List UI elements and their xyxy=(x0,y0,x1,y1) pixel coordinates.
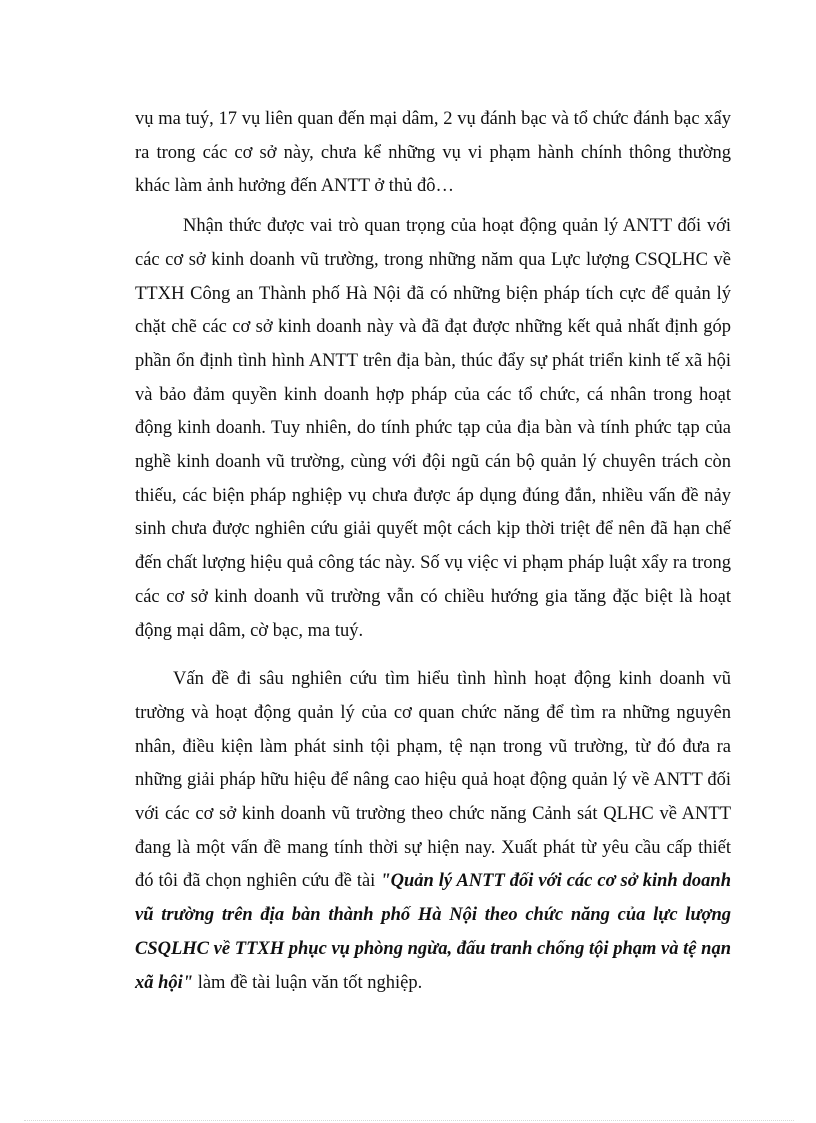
thesis-title: "Quản lý ANTT đối với các cơ sở kinh doanh vũ trường trên địa bàn thành phố Hà Nội theo chức năng của lực lượng CSQLHC về TTXH phục vụ phòng ngừa, đấu tranh chống tội phạm và tệ nạn xã hội" xyxy=(135,871,731,993)
paragraph-1: vụ ma tuý, 17 vụ liên quan đến mại dâm, 2 vụ đánh bạc và tổ chức đánh bạc xẩy ra trong các cơ sở này, chưa kể những vụ vi phạm hành chính thông thường khác làm ảnh hưởng đến ANTT ở thủ đô… xyxy=(135,109,731,197)
paragraph-2: Nhận thức được vai trò quan trọng của hoạt động quản lý ANTT đối với các cơ sở kinh doanh vũ trường, trong những năm qua Lực lượng CSQLHC về TTXH Công an Thành phố Hà Nội đã có những biện pháp tích cực để quản lý chặt chẽ các cơ sở kinh doanh này và đã đạt được những kết quả nhất định góp phần ổn định tình hình ANTT trên địa bàn, thúc đẩy sự phát triển kinh tế xã hội và bảo đảm quyền kinh doanh hợp pháp của các tổ chức, cá nhân trong hoạt động kinh doanh. Tuy nhiên, do tính phức tạp của địa bàn và tính phức tạp của nghề kinh doanh vũ trường, cùng với đội ngũ cán bộ quản lý chuyên trách còn thiếu, các biện pháp nghiệp vụ chưa được áp dụng đúng đắn, nhiều vấn đề nảy sinh chưa được nghiên cứu giải quyết một cách kịp thời triệt để nên đã hạn chế đến chất lượng hiệu quả công tác này. Số vụ việc vi phạm pháp luật xẩy ra trong các cơ sở kinh doanh vũ trường vẫn có chiều hướng gia tăng đặc biệt là hoạt động mại dâm, cờ bạc, ma tuý. xyxy=(135,216,731,641)
page-bottom-divider xyxy=(24,1120,794,1121)
paragraph-3 xyxy=(135,663,731,1000)
paragraph-3-intro: Vấn đề đi sâu nghiên cứu tìm hiểu tình hình hoạt động kinh doanh vũ trường và hoạt động quản lý của cơ quan chức năng để tìm ra những nguyên nhân, điều kiện làm phát sinh tội phạm, tệ nạn trong vũ trường, từ đó đưa ra những giải pháp hữu hiệu để nâng cao hiệu quả hoạt động quản lý về ANTT đối với các cơ sở kinh doanh vũ trường theo chức năng Cảnh sát QLHC về ANTT đang là một vấn đề mang tính thời sự hiện nay. Xuất phát từ yêu cầu cấp thiết đó tôi đã chọn nghiên cứu đề tài xyxy=(135,669,731,892)
paragraph-3-ending: làm đề tài luận văn tốt nghiệp. xyxy=(193,972,423,993)
document-body xyxy=(135,103,731,1000)
